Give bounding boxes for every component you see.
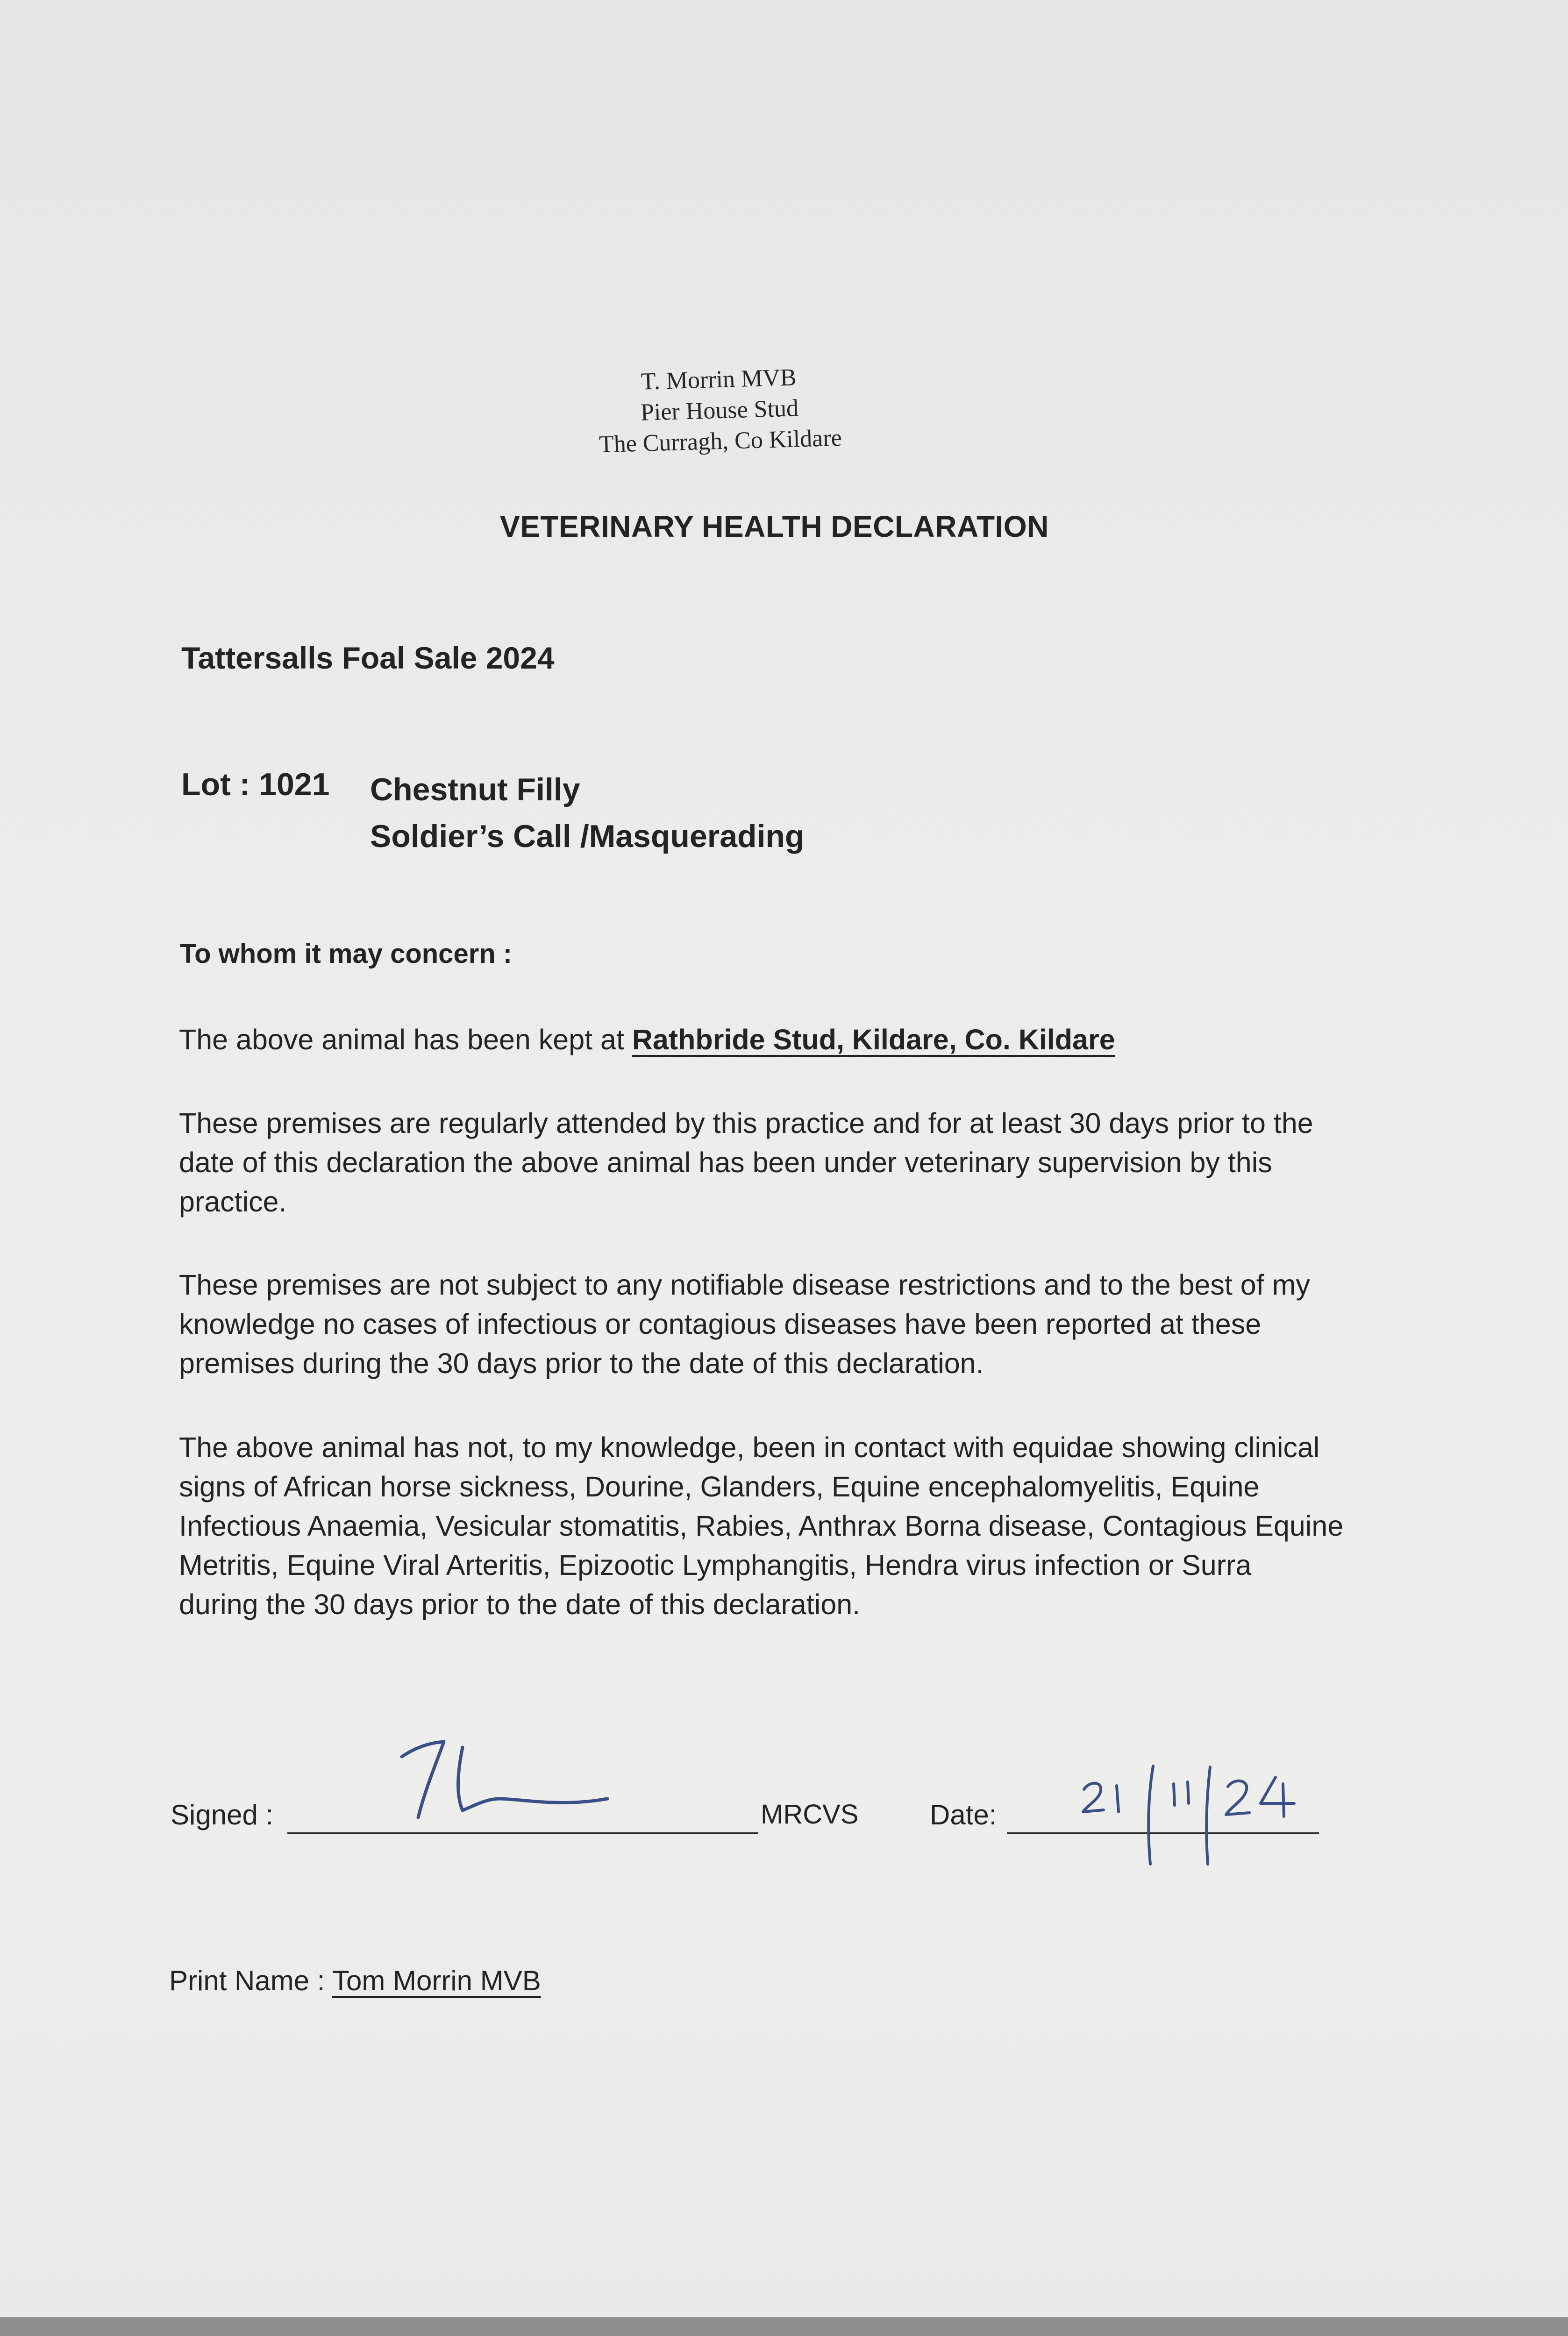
paragraph-line: date of this declaration the above animal has been under veterinary supervision by this [179, 1147, 1272, 1178]
signed-label: Signed : [171, 1799, 274, 1830]
handwritten-signature [392, 1729, 617, 1831]
letterhead [513, 359, 926, 463]
horse-description: Chestnut Filly [370, 772, 580, 807]
background-surface [0, 2317, 1568, 2336]
print-name [169, 1965, 541, 1997]
paragraph-line: Metritis, Equine Viral Arteritis, Epizootic Lymphangitis, Hendra virus infection or Surra [179, 1549, 1252, 1581]
premises-name: Rathbride Stud, Kildare, Co. Kildare [632, 1024, 1115, 1055]
paragraph-line: signs of African horse sickness, Dourine, Glanders, Equine encephalomyelitis, Equine [179, 1471, 1260, 1503]
handwritten-date [1070, 1757, 1341, 1869]
horse-pedigree: Soldier’s Call /Masquerading [370, 819, 805, 854]
paragraph-attendance [179, 1104, 1375, 1221]
paragraph-line: knowledge no cases of infectious or contagious diseases have been reported at these [179, 1308, 1262, 1340]
print-name-label: Print Name : [169, 1965, 333, 1996]
letterhead-name: T. Morrin MVB [641, 364, 797, 395]
letterhead-address: The Curragh, Co Kildare [599, 424, 842, 458]
kept-at-prefix: The above animal has been kept at [179, 1024, 632, 1055]
signature-line [287, 1832, 758, 1834]
print-name-value: Tom Morrin MVB [332, 1965, 541, 1996]
paragraph-contact [179, 1428, 1375, 1624]
date-label: Date: [930, 1799, 997, 1830]
paragraph-line: These premises are not subject to any notifiable disease restrictions and to the best of my [179, 1269, 1310, 1301]
paragraph-line: Infectious Anaemia, Vesicular stomatitis, Rabies, Anthrax Borna disease, Contagious Equine [179, 1510, 1344, 1542]
paragraph-line: practice. [179, 1186, 287, 1218]
paragraph-line: The above animal has not, to my knowledge, been in contact with equidae showing clinical [179, 1432, 1320, 1463]
document-title: VETERINARY HEALTH DECLARATION [500, 510, 1049, 543]
kept-at-line [179, 1020, 1375, 1059]
letterhead-practice: Pier House Stud [640, 395, 799, 426]
qualification-label: MRCVS [761, 1799, 859, 1830]
lot-number: Lot : 1021 [181, 767, 330, 802]
kept-at-statement [179, 1020, 1375, 1059]
paragraph-line: premises during the 30 days prior to the date of this declaration. [179, 1347, 984, 1379]
paragraph-line: These premises are regularly attended by this practice and for at least 30 days prior to the [179, 1107, 1313, 1139]
horse-details [370, 766, 805, 860]
sale-name: Tattersalls Foal Sale 2024 [181, 641, 555, 675]
paragraph-restrictions [179, 1265, 1375, 1383]
paragraph-line: during the 30 days prior to the date of this declaration. [179, 1588, 861, 1620]
salutation: To whom it may concern : [180, 939, 513, 969]
